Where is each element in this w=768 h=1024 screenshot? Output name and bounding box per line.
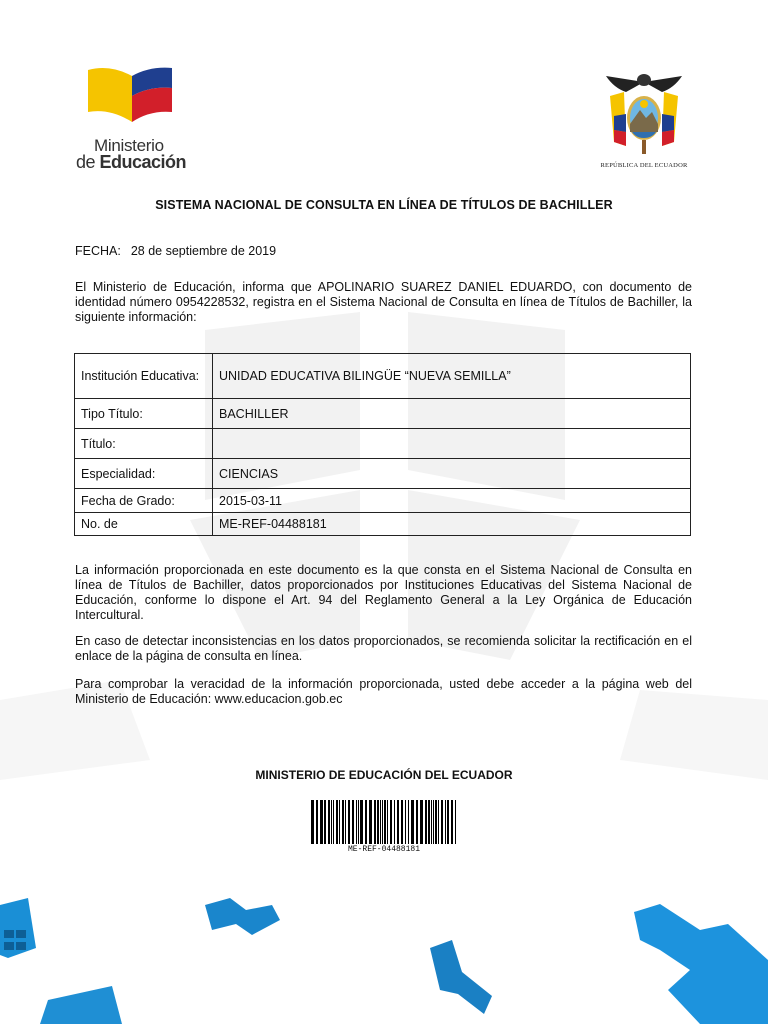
barcode-bar xyxy=(390,800,392,844)
row-value: 2015-03-11 xyxy=(213,489,691,513)
barcode-bar xyxy=(369,800,372,844)
barcode-bar xyxy=(339,800,340,844)
barcode-bar xyxy=(358,800,359,844)
ministry-flag-icon xyxy=(88,66,188,122)
info-paragraph: La información proporcionada en este documento es la que consta en el Sistema Nacional de Consulta en línea de Títulos de Bachiller, datos proporcionados por Instituciones Educativas del Sistema Nacional de Educación, conforme lo dispone el Art. 94 del Reglamento General a la Ley Orgánica de Educación Intercultural. xyxy=(75,563,692,622)
barcode-bar xyxy=(360,800,363,844)
barcode-bar xyxy=(380,800,381,844)
barcode-bar xyxy=(441,800,443,844)
barcode-bar xyxy=(431,800,432,844)
barcode-bar xyxy=(342,800,344,844)
barcode xyxy=(311,800,457,844)
barcode-bar xyxy=(348,800,350,844)
barcode-bar xyxy=(394,800,395,844)
table-row xyxy=(75,429,691,459)
row-label: Fecha de Grado: xyxy=(75,489,213,513)
coat-of-arms-caption: REPÚBLICA DEL ECUADOR xyxy=(600,162,688,169)
barcode-bar xyxy=(336,800,338,844)
barcode-bar xyxy=(331,800,332,844)
barcode-bar xyxy=(401,800,403,844)
barcode-bar xyxy=(377,800,379,844)
barcode-bar xyxy=(397,800,399,844)
barcode-bar xyxy=(451,800,453,844)
inconsistency-paragraph: En caso de detectar inconsistencias en los datos proporcionados, se recomienda solicitar la rectificación en el enlace de la página de consulta en línea. xyxy=(75,634,692,663)
ministry-logo-line1: Ministerio xyxy=(94,136,164,155)
barcode-bar xyxy=(438,800,439,844)
barcode-bar xyxy=(428,800,430,844)
row-label: Institución Educativa: xyxy=(75,354,213,399)
barcode-bar xyxy=(382,800,383,844)
barcode-bar xyxy=(374,800,376,844)
row-label: No. de xyxy=(75,513,213,536)
barcode-bar xyxy=(411,800,414,844)
coat-of-arms xyxy=(596,66,692,174)
row-value: CIENCIAS xyxy=(213,459,691,489)
row-label: Título: xyxy=(75,429,213,459)
row-value xyxy=(213,429,691,459)
table-row xyxy=(75,459,691,489)
barcode-bar xyxy=(328,800,330,844)
table-row xyxy=(75,513,691,536)
barcode-bar xyxy=(333,800,334,844)
barcode-bar xyxy=(384,800,386,844)
barcode-text: ME-REF-04488181 xyxy=(347,845,420,854)
barcode-bar xyxy=(345,800,346,844)
barcode-bar xyxy=(425,800,427,844)
table-row xyxy=(75,399,691,429)
ministry-logo xyxy=(76,64,206,174)
barcode-bar xyxy=(455,800,456,844)
barcode-bar xyxy=(320,800,323,844)
coat-of-arms-icon xyxy=(596,66,692,162)
barcode-bar xyxy=(352,800,354,844)
barcode-bar xyxy=(356,800,357,844)
row-value: ME-REF-04488181 xyxy=(213,513,691,536)
intro-paragraph: El Ministerio de Educación, informa que APOLINARIO SUAREZ DANIEL EDUARDO, con documento de identidad número 0954228532, registra en el Sistema Nacional de Consulta en línea de Títulos de Bachiller, la siguiente información: xyxy=(75,280,692,324)
document-title: SISTEMA NACIONAL DE CONSULTA EN LÍNEA DE TÍTULOS DE BACHILLER xyxy=(155,198,613,212)
date-value: 28 de septiembre de 2019 xyxy=(130,244,277,258)
barcode-bar xyxy=(435,800,437,844)
date-label: FECHA: xyxy=(75,244,121,258)
verification-paragraph: Para comprobar la veracidad de la información proporcionada, usted debe acceder a la página web del Ministerio de Educación: www.educacion.gob.ec xyxy=(75,677,692,706)
barcode-bar xyxy=(405,800,406,844)
row-label: Tipo Título: xyxy=(75,399,213,429)
row-label: Especialidad: xyxy=(75,459,213,489)
barcode-bar xyxy=(387,800,388,844)
date-line xyxy=(75,244,276,258)
ministry-logo-line2: de Educación xyxy=(76,152,187,172)
signature-organization: MINISTERIO DE EDUCACIÓN DEL ECUADOR xyxy=(255,768,513,782)
barcode-bar xyxy=(416,800,418,844)
barcode-bar xyxy=(433,800,434,844)
barcode-bar xyxy=(445,800,446,844)
title-info-table xyxy=(74,353,691,536)
barcode-bar xyxy=(324,800,326,844)
table-row xyxy=(75,489,691,513)
barcode-bar xyxy=(447,800,449,844)
barcode-bar xyxy=(316,800,318,844)
barcode-bar xyxy=(365,800,367,844)
barcode-bar xyxy=(420,800,423,844)
barcode-bar xyxy=(311,800,314,844)
row-value: UNIDAD EDUCATIVA BILINGÜE “NUEVA SEMILLA” xyxy=(213,354,691,399)
barcode-bar xyxy=(408,800,409,844)
row-value: BACHILLER xyxy=(213,399,691,429)
table-row xyxy=(75,354,691,399)
